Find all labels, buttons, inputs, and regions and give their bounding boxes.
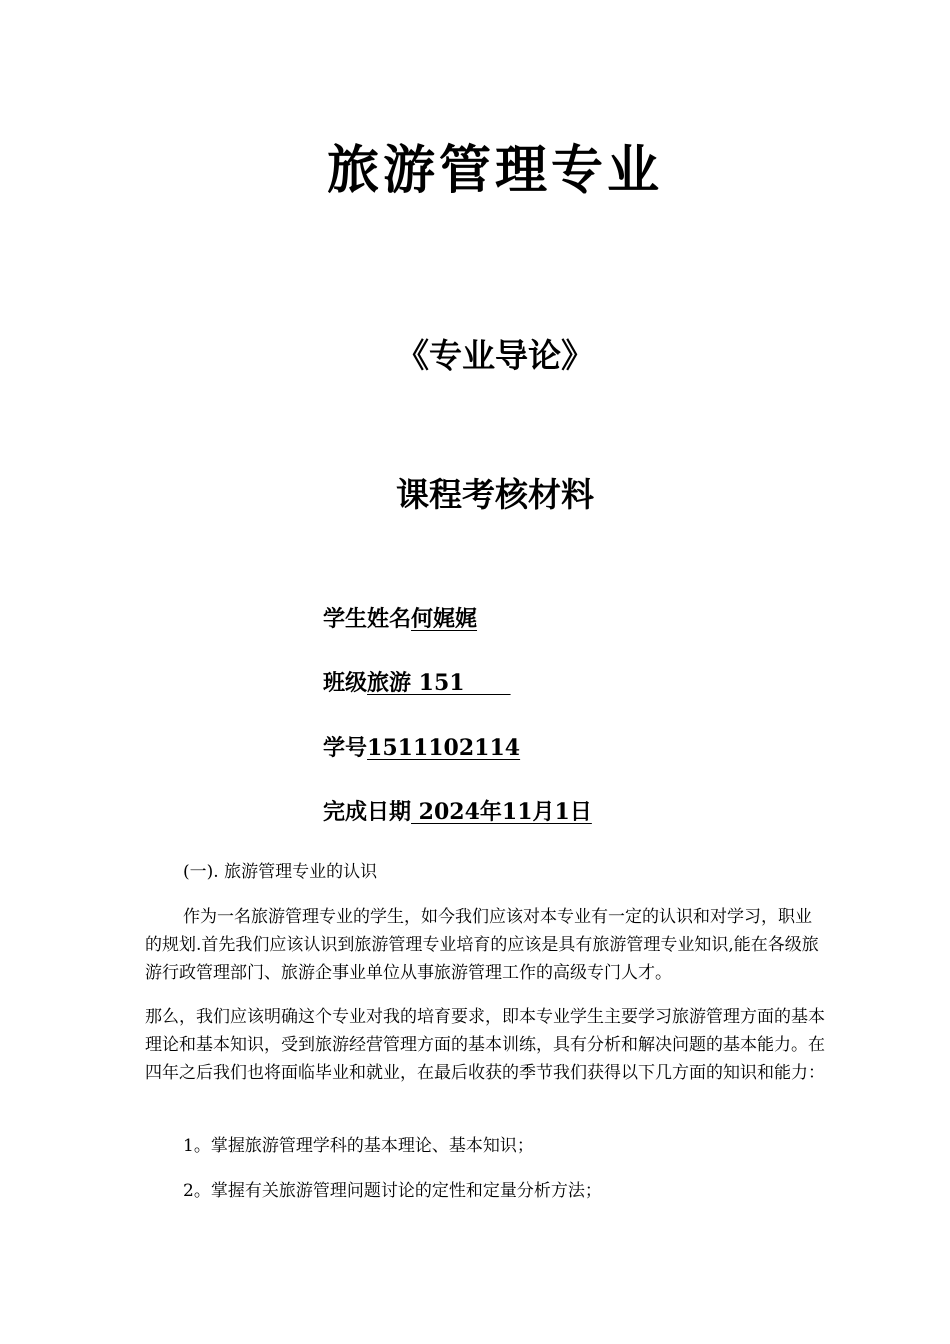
student-name-label: 学生姓名 bbox=[323, 606, 412, 632]
class-label: 班级 bbox=[323, 670, 368, 696]
list-item: 1。掌握旅游管理学科的基本理论、基本知识； bbox=[183, 1136, 534, 1156]
class-value: 旅游 151 bbox=[367, 670, 511, 696]
completion-date-row bbox=[323, 795, 592, 826]
completion-date-label: 完成日期 bbox=[323, 799, 412, 825]
student-id-value: 1511102114 bbox=[367, 735, 521, 761]
student-id-row bbox=[323, 731, 520, 762]
class-row bbox=[323, 666, 511, 697]
course-name: 《专业导论》 bbox=[396, 336, 594, 375]
section-heading: (一). 旅游管理专业的认识 bbox=[183, 862, 378, 882]
list-item: 2。掌握有关旅游管理问题讨论的定性和定量分析方法； bbox=[183, 1181, 602, 1201]
student-name-row bbox=[323, 602, 477, 633]
paragraph-requirements: 那么，我们应该明确这个专业对我的培育要求，即本专业学生主要学习旅游管理方面的基本理论和基本知识，受到旅游经营管理方面的基本训练，具有分析和解决问题的基本能力。在四年之后我们也将面临毕业和就业，在最后收获的季节我们获得以下几方面的知识和能力： bbox=[145, 1007, 825, 1083]
completion-date-value: 2024年11月1日 bbox=[411, 799, 592, 825]
student-id-label: 学号 bbox=[323, 735, 368, 761]
material-title: 课程考核材料 bbox=[396, 475, 594, 514]
paragraph-intro: 作为一名旅游管理专业的学生，如今我们应该对本专业有一定的认识和对学习，职业的规划.首先我们应该认识到旅游管理专业培育的应该是具有旅游管理专业知识,能在各级旅游行政管理部门、旅游企事业单位从事旅游管理工作的高级专门人才。 bbox=[145, 907, 819, 983]
main-title: 旅游管理专业 bbox=[326, 140, 663, 201]
student-name-value: 何娓娓 bbox=[411, 606, 478, 632]
